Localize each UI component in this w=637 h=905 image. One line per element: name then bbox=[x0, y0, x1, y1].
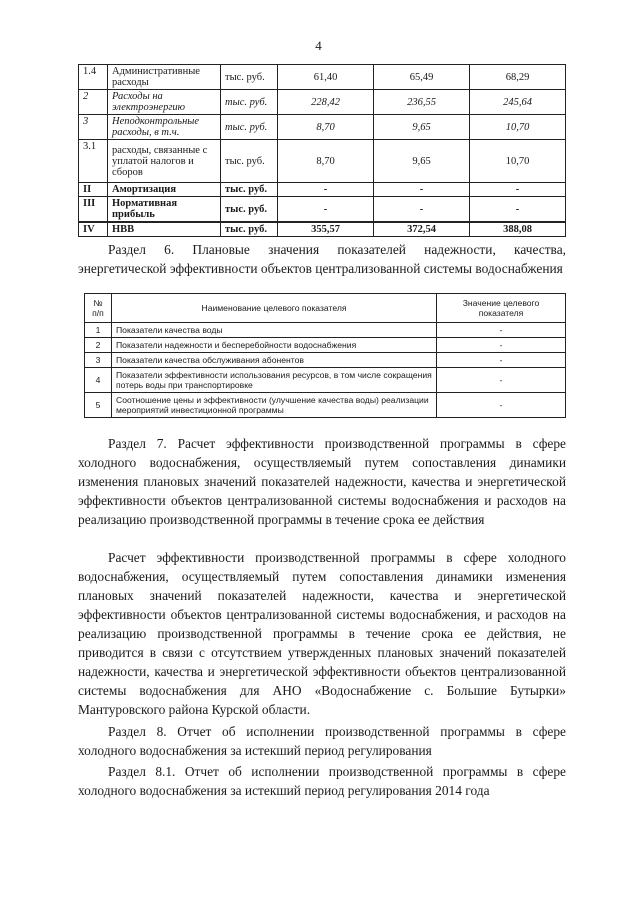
row-unit: тыс. руб. bbox=[221, 222, 278, 237]
section-7-body: Расчет эффективности производственной программы в сфере холодного водоснабжения, осуществляемый путем сопоставления динамики изменения плановых значений показателей надежности, качества и энергетической эффективности объектов централизованной системы водоснабжения, и расходов на реализацию производственной программы в течение срока ее действия, не приводится в связи с отсутствием утвержденных плановых значений показателей надежности, качества и энергетической эффективности объектов централизованной системы водоснабжения для АНО «Водоснабжение с. Большие Бутырки» Мантуровского района Курской области. bbox=[78, 550, 566, 717]
row-number: 5 bbox=[85, 393, 112, 418]
table-header-row bbox=[85, 294, 566, 323]
table-row bbox=[79, 197, 566, 223]
table-row bbox=[79, 65, 566, 90]
row-value-3: 388,08 bbox=[470, 222, 566, 237]
row-value-3: - bbox=[470, 183, 566, 197]
table-row bbox=[79, 115, 566, 140]
section-7-heading: Раздел 7. Расчет эффективности производственной программы в сфере холодного водоснабжения, осуществляемый путем сопоставления динамики изменения плановых значений показателей надежности, качества и энергетической эффективности объектов централизованной системы водоснабжения и расходов на реализацию производственной программы в течение срока ее действия bbox=[78, 436, 566, 527]
section-6-heading bbox=[78, 240, 566, 278]
page-number: 4 bbox=[315, 38, 322, 53]
row-name: Расходы на электроэнергию bbox=[108, 90, 221, 115]
row-value-3: - bbox=[470, 197, 566, 223]
row-name: расходы, связанные с уплатой налогов и сборов bbox=[108, 140, 221, 183]
row-indicator-value: - bbox=[437, 353, 566, 368]
row-number: 4 bbox=[85, 368, 112, 393]
row-value-2: 65,49 bbox=[374, 65, 470, 90]
row-value-2: - bbox=[374, 197, 470, 223]
table-row bbox=[85, 368, 566, 393]
table-row bbox=[79, 140, 566, 183]
row-number: IV bbox=[79, 222, 108, 237]
row-value-1: 61,40 bbox=[278, 65, 374, 90]
section-6-text: Раздел 6. Плановые значения показателей надежности, качества, энергетической эффективности объектов централизованной системы водоснабжения bbox=[78, 242, 566, 276]
row-name: НВВ bbox=[108, 222, 221, 237]
row-name: Административные расходы bbox=[108, 65, 221, 90]
row-number: 1 bbox=[85, 323, 112, 338]
table-row bbox=[85, 323, 566, 338]
row-unit: тыс. руб. bbox=[221, 197, 278, 223]
target-indicators-table bbox=[84, 293, 566, 418]
row-indicator-value: - bbox=[437, 338, 566, 353]
row-unit: тыс. руб. bbox=[221, 183, 278, 197]
row-unit: тыс. руб. bbox=[221, 65, 278, 90]
row-value-1: 228,42 bbox=[278, 90, 374, 115]
row-number: 3.1 bbox=[79, 140, 108, 183]
row-unit: тыс. руб. bbox=[221, 140, 278, 183]
row-unit: тыс. руб. bbox=[221, 115, 278, 140]
row-value-3: 10,70 bbox=[470, 140, 566, 183]
table-row bbox=[85, 338, 566, 353]
row-value-2: 9,65 bbox=[374, 140, 470, 183]
row-name: Амортизация bbox=[108, 183, 221, 197]
row-value-2: 236,55 bbox=[374, 90, 470, 115]
table-row bbox=[79, 90, 566, 115]
row-value-1: 8,70 bbox=[278, 140, 374, 183]
row-indicator-value: - bbox=[437, 323, 566, 338]
row-indicator-name: Показатели качества обслуживания абонентов bbox=[112, 353, 437, 368]
row-indicator-name: Показатели эффективности использования ресурсов, в том числе сокращения потерь воды при транспортировке bbox=[112, 368, 437, 393]
table-row bbox=[85, 393, 566, 418]
row-name: Нормативная прибыль bbox=[108, 197, 221, 223]
row-value-2: 372,54 bbox=[374, 222, 470, 237]
row-number: 2 bbox=[79, 90, 108, 115]
row-indicator-value: - bbox=[437, 393, 566, 418]
row-indicator-name: Показатели надежности и бесперебойности водоснабжения bbox=[112, 338, 437, 353]
row-number: 3 bbox=[79, 115, 108, 140]
row-number: 1.4 bbox=[79, 65, 108, 90]
row-indicator-value: - bbox=[437, 368, 566, 393]
table-row bbox=[85, 353, 566, 368]
row-value-3: 10,70 bbox=[470, 115, 566, 140]
table-row bbox=[79, 183, 566, 197]
row-value-1: - bbox=[278, 183, 374, 197]
row-value-1: 8,70 bbox=[278, 115, 374, 140]
row-unit: тыс. руб. bbox=[221, 90, 278, 115]
row-indicator-name: Показатели качества воды bbox=[112, 323, 437, 338]
row-name: Неподконтрольные расходы, в т.ч. bbox=[108, 115, 221, 140]
header-number: № п/п bbox=[85, 294, 112, 323]
row-number: II bbox=[79, 183, 108, 197]
cost-table bbox=[78, 64, 566, 237]
row-number: 2 bbox=[85, 338, 112, 353]
row-value-2: 9,65 bbox=[374, 115, 470, 140]
row-value-2: - bbox=[374, 183, 470, 197]
row-indicator-name: Соотношение цены и эффективности (улучшение качества воды) реализации мероприятий инвестиционной программы bbox=[112, 393, 437, 418]
header-indicator-name: Наименование целевого показателя bbox=[112, 294, 437, 323]
section-8-heading: Раздел 8. Отчет об исполнении производственной программы в сфере холодного водоснабжения за истекший период регулирования bbox=[78, 724, 566, 758]
header-indicator-value: Значение целевого показателя bbox=[437, 294, 566, 323]
row-value-1: - bbox=[278, 197, 374, 223]
row-value-3: 245,64 bbox=[470, 90, 566, 115]
table-row bbox=[79, 222, 566, 237]
row-value-3: 68,29 bbox=[470, 65, 566, 90]
row-number: III bbox=[79, 197, 108, 223]
row-value-1: 355,57 bbox=[278, 222, 374, 237]
row-number: 3 bbox=[85, 353, 112, 368]
section-8-1-heading: Раздел 8.1. Отчет об исполнении производственной программы в сфере холодного водоснабжения за истекший период регулирования 2014 года bbox=[78, 764, 566, 798]
